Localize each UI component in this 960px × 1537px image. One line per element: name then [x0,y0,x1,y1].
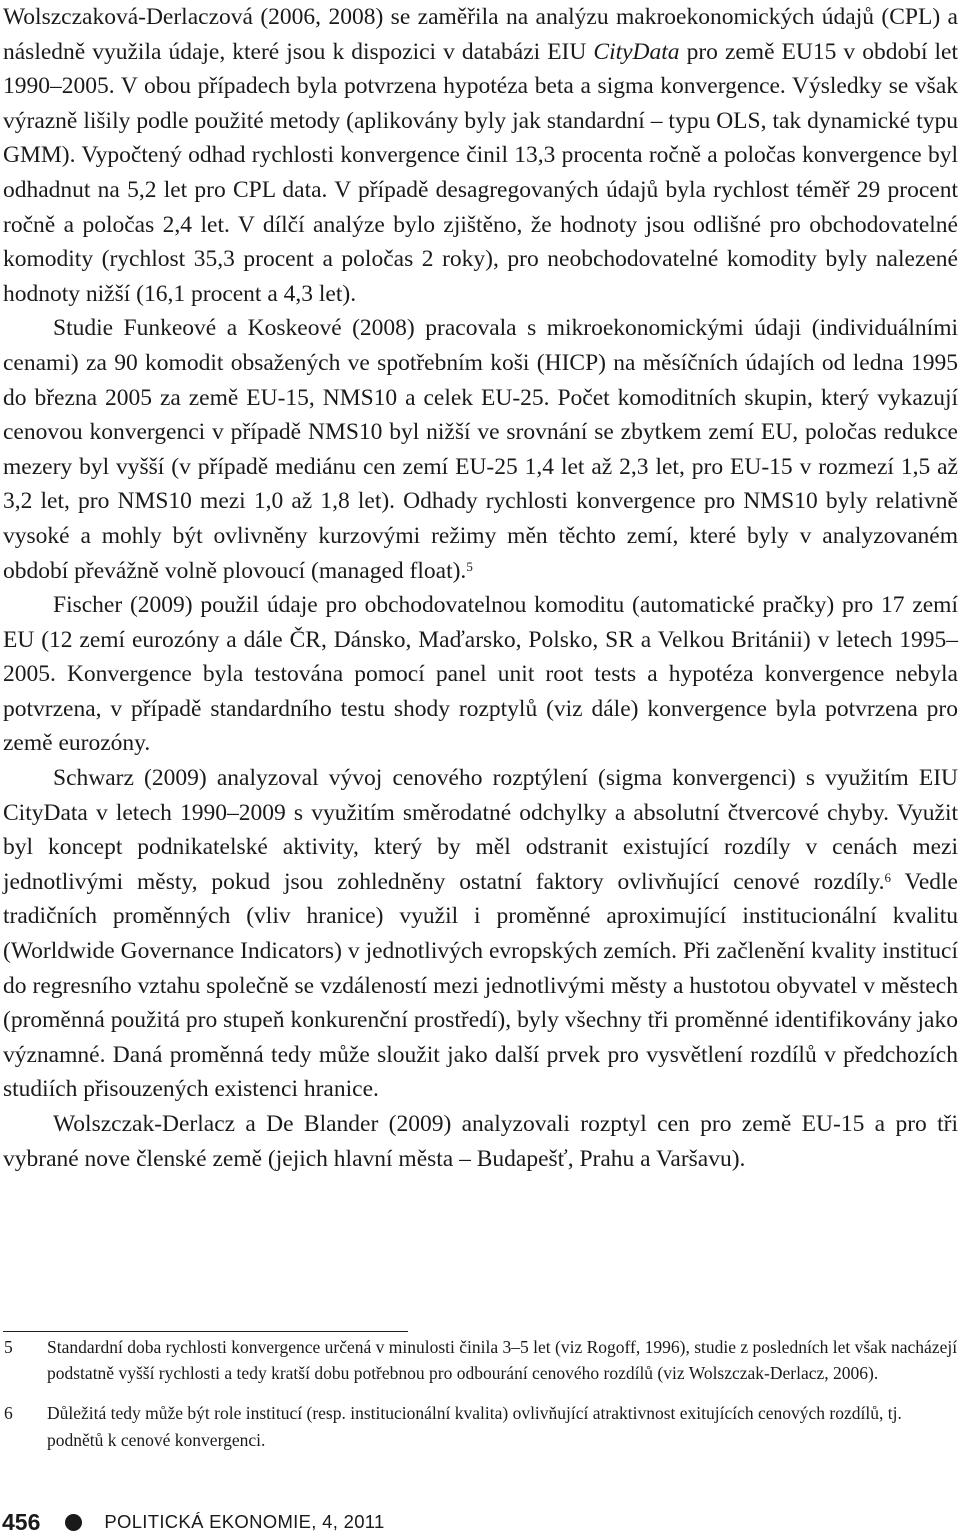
footnote-text: Důležitá tedy může být role institucí (resp. institucionální kvalita) ovlivňující atraktivnost exitujících cenových rozdílů, tj. podnětů k cenové konvergenci. [47,1403,902,1450]
footnote-number: 5 [4,1337,13,1357]
footnotes-section [0,1334,958,1453]
paragraph-text: Wolszczaková-Derlaczová (2006, 2008) se zaměřila na analýzu makroekonomických údajů (CPL) a následně využila údaje, které jsou k dispozici v databázi EIU [3,4,958,65]
journal-name: POLITICKÁ EKONOMIE, 4, 2011 [104,1511,385,1532]
footnote-5 [0,1334,958,1386]
footnote-reference: 6 [884,870,892,886]
article-body [3,0,958,1176]
paragraph-text: Studie Funkeové a Koskeové (2008) pracovala s mikroekonomickými údaji (individuálními cenami) za 90 komodit obsažených ve spotřebním koši (HICP) na měsíčních údajích od ledna 1995 do března 2005 za země EU-15, NMS10 a celek EU-25. Počet komoditních skupin, který vykazují cenovou konvergenci v případě NMS10 byl nižší ve srovnání se zbytkem zemí EU, poločas redukce mezery byl vyšší (v případě mediánu cen zemí EU-25 1,4 let až 2,3 let, pro EU-15 v rozmezí 1,5 až 3,2 let, pro NMS10 mezi 1,0 až 1,8 let). Odhady rychlosti konvergence pro NMS10 byly relativně vysoké a mohly být ovlivněny kurzovými režimy měn těchto zemí, které byly v analyzovaném období převážně volně plovoucí (managed float). [3,315,958,584]
paragraph-text: Fischer (2009) použil údaje pro obchodovatelnou komoditu (automatické pračky) pro 17 zemí EU (12 zemí eurozóny a dále ČR, Dánsko, Maďarsko, Polsko, SR a Velkou Británii) v letech 1995–2005. Konvergence byla testována pomocí panel unit root tests a hypotéza konvergence nebyla potvrzena, v případě standardního testu shody rozptylů (viz dále) konvergence byla potvrzena pro země eurozóny. [3,592,958,757]
footnote-6 [0,1400,958,1452]
paragraph-schwarz [3,761,958,1107]
paragraph-fischer [3,588,958,761]
paragraph-wolszczak-de-blander [3,1107,958,1176]
paragraph-funke-koske [3,311,958,588]
footnote-reference: 5 [466,558,473,574]
paragraph-text: Wolszczak-Derlacz a De Blander (2009) analyzovali rozptyl cen pro země EU-15 a pro tři vybrané nove členské země (jejich hlavní města – Budapešť, Prahu a Varšavu). [3,1111,958,1172]
bullet-dot-icon [65,1514,82,1531]
paragraph-text: pro země EU15 v období let 1990–2005. V obou případech byla potvrzena hypotéza beta a sigma konvergence. Výsledky se však výrazně lišily podle použité metody (aplikovány byly jak standardní – typu OLS, tak dynamické typu GMM). Vypočtený odhad rychlosti konvergence činil 13,3 procenta ročně a poločas konvergence byl odhadnut na 5,2 let pro CPL data. V případě desagregovaných údajů byla rychlost téměř 29 procent ročně a poločas 2,4 let. V dílčí analýze bylo zjištěno, že hodnoty jsou odlišné pro obchodovatelné komodity (rychlost 35,3 procent a poločas 2 roky), pro neobchodovatelné komodity byly nalezené hodnoty nižší (16,1 procent a 4,3 let). [3,38,958,307]
paragraph-text: Vedle tradičních proměnných (vliv hranice) využil i proměnné aproximující institucionální kvalitu (Worldwide Governance Indicators) v jednotlivých evropských zemích. Při začlenění kvality institucí do regresního vztahu společně se vzdáleností mezi jednotlivými městy a hustotou obyvatel v městech (proměnná použitá pro stupeň konkurenční prostředí), byly všechny tři proměnné identifikovány jako významné. Daná proměnná tedy může sloužit jako další prvek pro vysvětlení rozdílů v předchozích studiích přisouzených existenci hranice. [3,868,958,1103]
footnote-number: 6 [4,1403,13,1424]
paragraph-wolszczakova [3,0,958,311]
paragraph-text: Schwarz (2009) analyzoval vývoj cenového rozptýlení (sigma konvergenci) s využitím EIU CityData v letech 1990–2009 s využitím směrodatné odchylky a absolutní čtvercové chyby. Využit byl koncept podnikatelské aktivity, který by měl odstranit existující rozdíly v cenách mezi jednotlivými městy, pokud jsou zohledněny ostatní faktory ovlivňující cenové rozdíly. [3,765,958,895]
page-number: 456 [2,1508,41,1535]
footnote-divider [3,1331,408,1332]
page-footer [0,1509,960,1535]
italic-text: CityData [593,38,680,65]
footnote-text: Standardní doba rychlosti konvergence určená v minulosti činila 3–5 let (viz Rogoff, 1996), studie z posledních let však nacházejí podstatně vyšší rychlosti a tedy kratší dobu potřebnou pro odbourání cenového rozdílů (viz Wolszczak-Derlacz, 2006). [47,1337,958,1384]
